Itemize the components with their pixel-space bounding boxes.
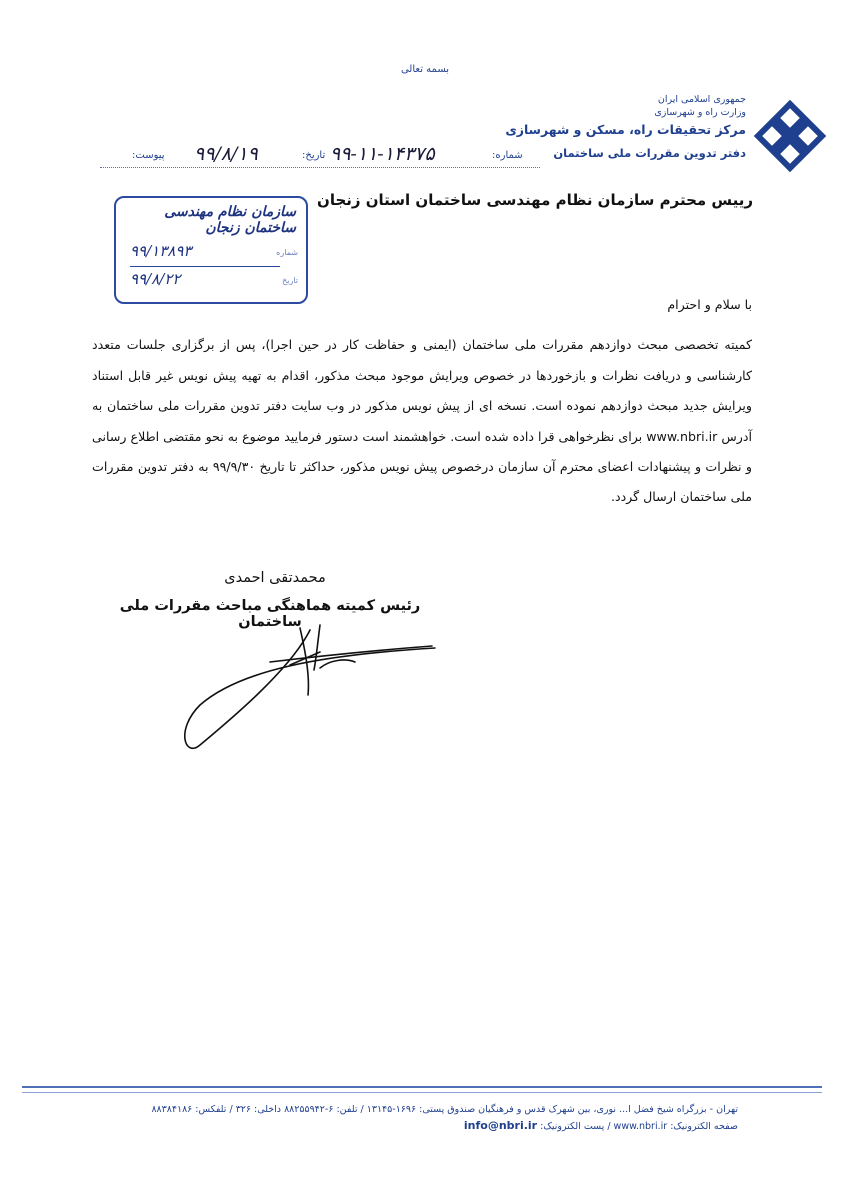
footer-address: تهران - بزرگراه شیخ فضل ا... نوری، بین شهرک قدس و فرهنگیان صندوق پستی: ۱۶۹۶-۱۳۱۴۵ / تلفن: ۶-۸۸۲۵۵۹۴۲ داخلی: ۳۲۶ / تلفکس: ۸۸۳۸۴۱۸۶ [151, 1104, 738, 1115]
stamp-number-label: شماره [276, 248, 298, 257]
stamp-date: ۹۹/۸/۲۲ [130, 270, 181, 288]
letter-number: ۹۹-۱۱-۱۴۳۷۵ [330, 143, 435, 165]
recipient: رییس محترم سازمان نظام مهندسی ساختمان استان زنجان [317, 191, 753, 209]
footer-rule-bottom [22, 1092, 822, 1093]
org-office: دفتر تدوین مقررات ملی ساختمان [553, 146, 746, 160]
org-ministry: وزارت راه و شهرسازی [654, 107, 746, 118]
stamp-number: ۹۹/۱۳۸۹۳ [130, 242, 192, 260]
nbri-logo [754, 100, 826, 172]
bismillah: بسمه تعالی [400, 64, 450, 75]
footer-web: صفحه الکترونیک: www.nbri.ir / پست الکترونیک: [540, 1121, 738, 1132]
footer-rule-top [22, 1086, 822, 1088]
signatory-role: رئیس کمیته هماهنگی مباحث مقررات ملی ساختمان [119, 598, 421, 630]
signatory-name: محمدتقی احمدی [224, 570, 326, 586]
number-label: شماره: [492, 150, 523, 161]
meta-divider [100, 167, 540, 168]
footer-contact [98, 1118, 738, 1135]
footer-email[interactable]: info@nbri.ir [463, 1119, 538, 1132]
org-center: مرکز تحقیقات راه، مسکن و شهرسازی [505, 122, 746, 137]
org-country: جمهوری اسلامی ایران [657, 94, 746, 105]
footer [98, 1102, 738, 1135]
stamp-title: سازمان نظام مهندسی ساختمان زنجان [164, 204, 296, 236]
letter-date: ۹۹/۸/۱۹ [194, 143, 258, 165]
stamp-rule [130, 266, 280, 267]
greeting: با سلام و احترام [667, 297, 752, 312]
attachment-label: پیوست: [132, 150, 165, 161]
date-label: تاریخ: [302, 150, 326, 161]
letter-body [92, 290, 752, 513]
organization-header [446, 94, 746, 161]
body-paragraph: کمیته تخصصی مبحث دوازدهم مقررات ملی ساختمان (ایمنی و حفاظت کار در حین اجرا)، پس از برگزاری جلسات متعدد کارشناسی و دریافت نظرات و بازخوردها در خصوص ویرایش موجود مبحث مذکور، اقدام به تهیه پیش نویس غیر قابل استناد ویرایش جدید مبحث دوازدهم نموده است. نسخه ای از پیش نویس مذکور در وب سایت دفتر تدوین مقررات ملی ساختمان به آدرس www.nbri.ir برای نظرخواهی قرا داده شده است. خواهشمند است دستور فرمایید موضوع به نحو مقتضی اطلاع رسانی و نظرات و پیشنهادات اعضای محترم آن سازمان درخصوص پیش نویس مذکور، حداکثر تا تاریخ ۹۹/۹/۳۰ به دفتر تدوین مقررات ملی ساختمان ارسال گردد. [92, 337, 752, 505]
stamp-date-label: تاریخ [282, 276, 298, 285]
handwritten-signature [170, 610, 440, 760]
received-stamp [114, 196, 308, 304]
